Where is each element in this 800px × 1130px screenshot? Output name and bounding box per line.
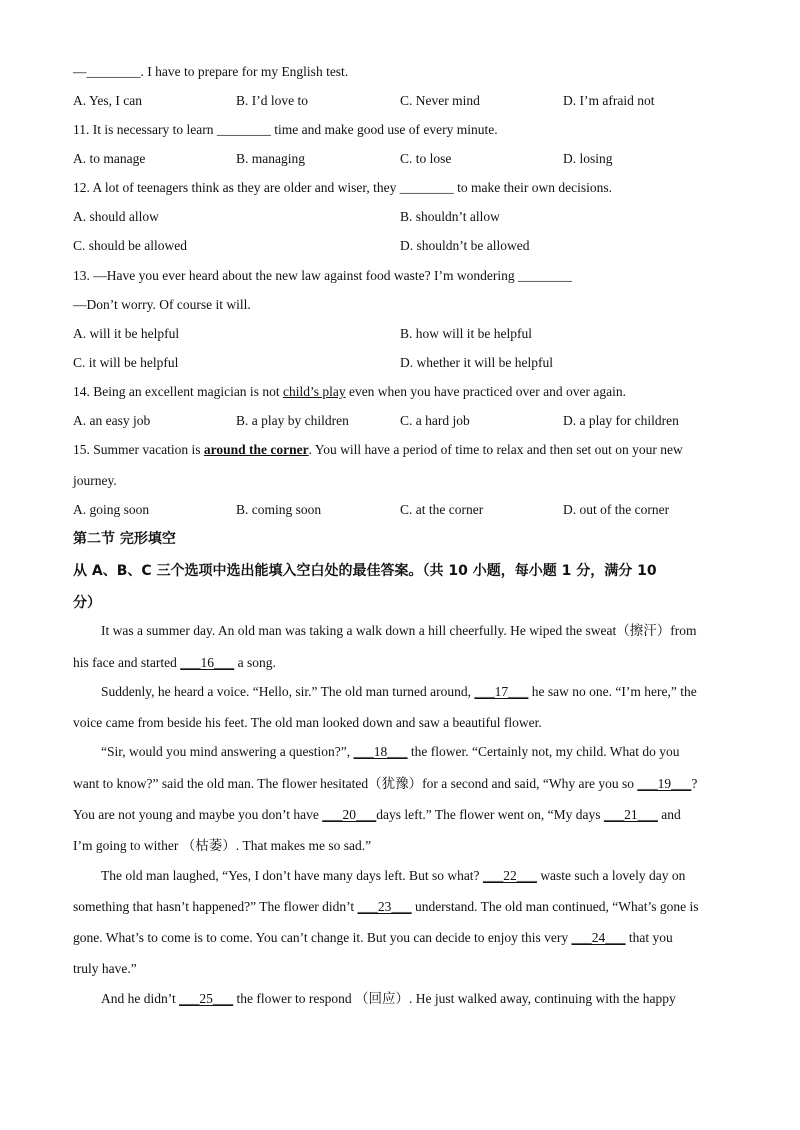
q11-option-d: D. losing <box>563 151 613 166</box>
q15-stem-post: . You will have a period of time to relax and then set out on your new <box>308 442 683 457</box>
passage-p1-line1: It was a summer day. An old man was taking a walk down a hill cheerfully. He wiped the sweat（擦汗）from <box>101 623 697 638</box>
q15-option-a: A. going soon <box>73 502 150 517</box>
passage-p3-line2 <box>73 774 733 794</box>
passage-text: the flower to respond （回应）. He just walked away, continuing with the happy <box>233 991 676 1006</box>
blank-20: ___20___ <box>322 807 377 822</box>
blank-22: ___22___ <box>482 868 537 883</box>
q10-option-c: C. Never mind <box>400 93 480 108</box>
blank-17: ___17___ <box>474 684 529 699</box>
q14-option-a: A. an easy job <box>73 413 151 428</box>
section-title: 第二节 完形填空 <box>73 531 176 547</box>
q15-option-b: B. coming soon <box>236 502 322 517</box>
blank-24: ___24___ <box>571 930 626 945</box>
q15-stem-line2: journey. <box>73 473 117 488</box>
q12-option-c: C. should be allowed <box>73 238 187 253</box>
q15-option-d: D. out of the corner <box>563 502 670 517</box>
passage-p4-line1 <box>73 866 761 886</box>
q13-reply: —Don’t worry. Of course it will. <box>73 297 251 312</box>
q10-stem: —________. I have to prepare for my English test. <box>73 64 349 79</box>
q11-option-c: C. to lose <box>400 151 452 166</box>
passage-text: he saw no one. “I’m here,” the <box>528 684 697 699</box>
passage-text: gone. What’s to come is to come. You can’t change it. But you can decide to enjoy this very <box>73 930 572 945</box>
passage-text: The old man laughed, “Yes, I don’t have many days left. But so what? <box>101 868 483 883</box>
passage-text: that you <box>625 930 673 945</box>
blank-19: ___19___ <box>637 776 692 791</box>
section-instruction-line2: 分） <box>73 595 101 611</box>
blank-21: ___21___ <box>603 807 658 822</box>
passage-p3-line3 <box>73 805 733 825</box>
passage-text: something that hasn’t happened?” The flower didn’t <box>73 899 358 914</box>
q11-stem: 11. It is necessary to learn ________ time and make good use of every minute. <box>73 122 498 137</box>
q10-option-d: D. I’m afraid not <box>563 93 655 108</box>
q12-option-b: B. shouldn’t allow <box>400 209 500 224</box>
q14-option-c: C. a hard job <box>400 413 470 428</box>
q13-option-a: A. will it be helpful <box>73 326 180 341</box>
q14-stem-post: even when you have practiced over and over again. <box>345 384 626 399</box>
q12-stem: 12. A lot of teenagers think as they are older and wiser, they ________ to make their own decisions. <box>73 180 612 195</box>
q11-option-a: A. to manage <box>73 151 146 166</box>
q15-stem <box>73 440 683 460</box>
q15-stem-pre: 15. Summer vacation is <box>73 442 204 457</box>
passage-text: want to know?” said the old man. The flower hesitated（犹豫）for a second and said, “Why are you so <box>73 776 638 791</box>
passage-text: Suddenly, he heard a voice. “Hello, sir.” The old man turned around, <box>101 684 475 699</box>
passage-text: and <box>657 807 681 822</box>
passage-text: And he didn’t <box>101 991 180 1006</box>
q13-option-c: C. it will be helpful <box>73 355 179 370</box>
q14-stem-pre: 14. Being an excellent magician is not <box>73 384 283 399</box>
q13-option-d: D. whether it will be helpful <box>400 355 553 370</box>
passage-text: the flower. “Certainly not, my child. What do you <box>407 744 680 759</box>
passage-p3-line4: I’m going to wither （枯萎）. That makes me so sad.” <box>73 838 372 853</box>
q12-option-d: D. shouldn’t be allowed <box>400 238 530 253</box>
passage-p1-line2 <box>73 653 733 673</box>
passage-p5-line1 <box>73 989 761 1009</box>
passage-text: his face and started <box>73 655 181 670</box>
passage-text: a song. <box>234 655 276 670</box>
passage-text: “Sir, would you mind answering a question?”, <box>101 744 354 759</box>
q14-underlined-phrase: child’s play <box>282 384 346 399</box>
passage-text: You are not young and maybe you don’t have <box>73 807 323 822</box>
blank-23: ___23___ <box>357 899 412 914</box>
section-instruction-line1: 从 A、B、C 三个选项中选出能填入空白处的最佳答案。（共 10 小题，每小题 1 分，满分 10 <box>73 563 657 579</box>
q14-option-d: D. a play for children <box>563 413 679 428</box>
passage-p4-line4: truly have.” <box>73 961 137 976</box>
q10-option-b: B. I’d love to <box>236 93 308 108</box>
blank-25: ___25___ <box>179 991 234 1006</box>
passage-text: days left.” The flower went on, “My days <box>376 807 604 822</box>
blank-16: ___16___ <box>180 655 235 670</box>
q15-underlined-phrase: around the corner <box>203 442 309 457</box>
q13-option-b: B. how will it be helpful <box>400 326 532 341</box>
blank-18: ___18___ <box>353 744 408 759</box>
passage-p2-line2: voice came from beside his feet. The old man looked down and saw a beautiful flower. <box>73 715 542 730</box>
passage-text: ? <box>691 776 698 791</box>
passage-text: understand. The old man continued, “What’s gone is <box>411 899 699 914</box>
q13-stem: 13. —Have you ever heard about the new law against food waste? I’m wondering ________ <box>73 268 572 283</box>
passage-p3-line1 <box>73 742 761 762</box>
passage-p4-line2 <box>73 897 733 917</box>
passage-p2-line1 <box>73 682 761 702</box>
q14-stem <box>73 382 626 402</box>
q11-option-b: B. managing <box>236 151 305 166</box>
q12-option-a: A. should allow <box>73 209 159 224</box>
q10-option-a: A. Yes, I can <box>73 93 142 108</box>
passage-text: waste such a lovely day on <box>536 868 686 883</box>
passage-p4-line3 <box>73 928 733 948</box>
q14-option-b: B. a play by children <box>236 413 349 428</box>
q15-option-c: C. at the corner <box>400 502 484 517</box>
